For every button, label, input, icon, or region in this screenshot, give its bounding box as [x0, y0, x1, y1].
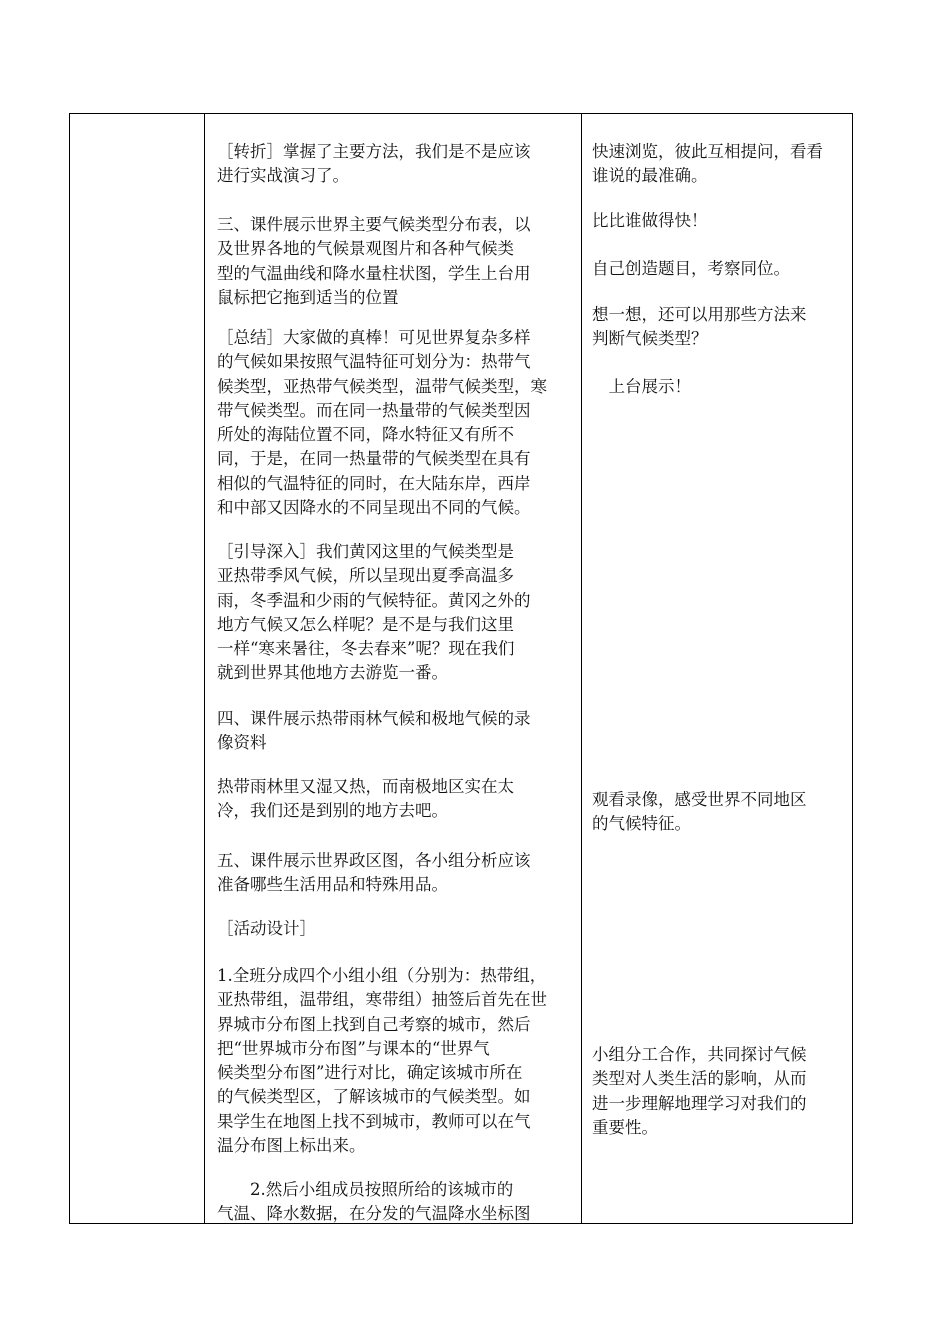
transition-paragraph: ［转折］掌握了主要方法，我们是不是应该 进行实战演习了。 — [217, 142, 531, 186]
activity-step-one: 1.全班分成四个小组小组（分别为：热带组， 亚热带组，温带组，寒带组）抽签后首先在世 界城市分布图上找到自己考察的城市，然后 把“世界城市分布图”与课本的“世界气 候类型分布图”进行对比，确定该城市所在 的气候类型区，了解该城市的气候类型。如 果学生在地图上找不到城市，教师可以在气 温分布图上标出来。 — [217, 966, 547, 1156]
summary-paragraph: ［总结］大家做的真棒！可见世界复杂多样 的气候如果按照气温特征可划分为：热带气 候类型，亚热带气候类型，温带气候类型，寒 带气候类型。而在同一热量带的气候类型因 所处的海陆位置不同，降水特征又有所不 同，于是，在同一热量带的气候类型在具有 相似的气温特征的同时，在大陆东岸，西岸 和中部又因降水的不同呈现出不同的气候。 — [217, 328, 547, 518]
column-divider-right — [581, 114, 582, 1223]
lesson-plan-table — [69, 113, 853, 1224]
rainforest-paragraph: 热带雨林里又湿又热，而南极地区实在太 冷，我们还是到别的地方去吧。 — [217, 777, 514, 821]
step-four-paragraph: 四、课件展示热带雨林气候和极地气候的录 像资料 — [217, 709, 531, 753]
activity-design-heading: ［活动设计］ — [217, 919, 316, 938]
step-five-paragraph: 五、课件展示世界政区图，各小组分析应该 准备哪些生活用品和特殊用品。 — [217, 851, 531, 895]
student-note-present: 上台展示！ — [592, 377, 691, 396]
student-note-think: 想一想，还可以用那些方法来 判断气候类型？ — [592, 305, 807, 349]
activity-step-two: 2.然后小组成员按照所给的该城市的 气温、降水数据，在分发的气温降水坐标图 — [217, 1180, 531, 1224]
student-note-create: 自己创造题目，考察同位。 — [592, 259, 790, 278]
student-note-speed: 比比谁做得快！ — [592, 211, 708, 230]
column-divider-left — [204, 114, 205, 1223]
student-note-group: 小组分工合作，共同探讨气候 类型对人类生活的影响，从而 进一步理解地理学习对我们的 重要性。 — [592, 1045, 807, 1137]
student-note-video: 观看录像，感受世界不同地区 的气候特征。 — [592, 790, 807, 834]
step-three-paragraph: 三、课件展示世界主要气候类型分布表，以 及世界各地的气候景观图片和各种气候类 型的气温曲线和降水量柱状图，学生上台用 鼠标把它拖到适当的位置 — [217, 215, 531, 307]
student-note-browse: 快速浏览，彼此互相提问，看看 谁说的最准确。 — [592, 142, 823, 186]
guided-inquiry-paragraph: ［引导深入］我们黄冈这里的气候类型是 亚热带季风气候，所以呈现出夏季高温多 雨，冬季温和少雨的气候特征。黄冈之外的 地方气候又怎么样呢？是不是与我们这里 一样“寒来暑往，冬去春来”呢？现在我们 就到世界其他地方去游览一番。 — [217, 542, 531, 683]
